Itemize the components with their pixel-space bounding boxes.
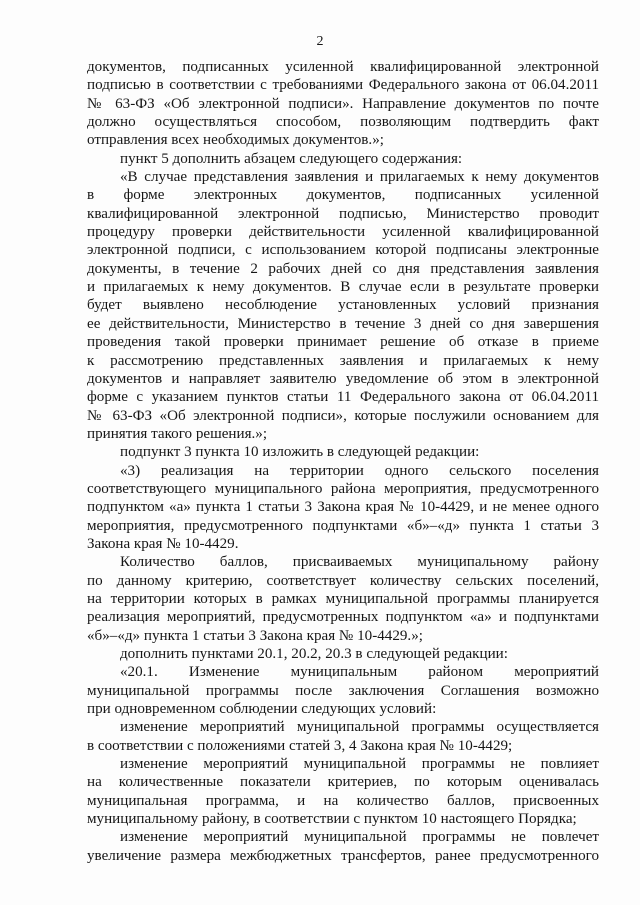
paragraph <box>87 168 599 443</box>
text-line: будет выявлено несоблюдение установленных условий признания <box>87 297 599 314</box>
text-line: принятия такого решения.»; <box>87 425 268 442</box>
text-line: Закона края № 10-4429. <box>87 535 239 552</box>
text-line: № 63-ФЗ «Об электронной подписи». Направление документов по почте <box>87 95 599 112</box>
text-line: пункт 5 дополнить абзацем следующего содержания: <box>120 150 463 167</box>
text-line: подпункт 3 пункта 10 изложить в следующей редакции: <box>120 444 480 461</box>
text-line: форме с указанием пунктов статьи 11 Федерального закона от 06.04.2011 <box>87 389 599 406</box>
paragraph <box>87 828 599 865</box>
text-line: при одновременном соблюдении следующих условий: <box>87 701 437 718</box>
text-line: изменение мероприятий муниципальной программы осуществляется <box>120 719 599 736</box>
text-line: и прилагаемых к нему документов. В случае если в результате проверки <box>87 279 599 296</box>
text-line: в соответствии с положениями статей 3, 4 Закона края № 10-4429; <box>87 737 513 754</box>
text-line: к рассмотрению представленных заявления и прилагаемых к нему <box>87 352 599 369</box>
text-line: квалифицированной электронной подписью, Министерство проводит <box>87 205 599 222</box>
paragraph <box>87 663 599 718</box>
text-line: Количество баллов, присваиваемых муниципальному району <box>120 554 599 571</box>
text-line: муниципальному району, в соответствии с пунктом 10 настоящего Порядка; <box>87 811 577 828</box>
text-line: «В случае представления заявления и прилагаемых к нему документов <box>120 169 599 186</box>
paragraph <box>87 755 599 828</box>
paragraph <box>87 58 599 150</box>
text-line: процедуру проверки действительности усиленной квалифицированной <box>87 224 599 241</box>
text-line: должно осуществляться способом, позволяющим подтвердить факт <box>87 114 599 131</box>
paragraph <box>87 718 599 755</box>
text-line: реализация мероприятий, предусмотренных подпунктом «а» и подпунктами <box>87 609 599 626</box>
text-line: подпунктом «а» пункта 1 статьи 3 Закона края № 10-4429, и не менее одного <box>87 499 599 516</box>
text-line: соответствующего муниципального района мероприятия, предусмотренного <box>87 480 599 497</box>
text-line: изменение мероприятий муниципальной программы не повлияет <box>120 756 599 773</box>
text-line: изменение мероприятий муниципальной программы не повлечет <box>120 829 599 846</box>
text-line: муниципальная программа, и на количество баллов, присвоенных <box>87 792 599 809</box>
text-line: отправления всех необходимых документов.»; <box>87 132 384 149</box>
text-line: документы, в течение 2 рабочих дней со дня представления заявления <box>87 260 599 277</box>
paragraph <box>87 150 599 168</box>
text-line: «3) реализация на территории одного сельского поселения <box>120 462 599 479</box>
paragraph <box>87 443 599 461</box>
page-number: 2 <box>316 34 324 49</box>
document-body <box>87 58 599 865</box>
text-line: проведения такой проверки принимает решение об отказе в приеме <box>87 334 599 351</box>
text-line: ее действительности, Министерство в течение 3 дней со дня завершения <box>87 315 599 332</box>
text-line: на территории которых в рамках муниципальной программы планируется <box>87 590 599 607</box>
text-line: в форме электронных документов, подписанных усиленной <box>87 187 599 204</box>
paragraph <box>87 462 599 554</box>
text-line: мероприятия, предусмотренного подпунктами «б»–«д» пункта 1 статьи 3 <box>87 517 599 534</box>
text-line: подписью в соответствии с требованиями Федерального закона от 06.04.2011 <box>87 77 599 94</box>
text-line: дополнить пунктами 20.1, 20.2, 20.3 в следующей редакции: <box>120 646 508 662</box>
text-line: электронной подписи, с использованием которой подписаны электронные <box>87 242 599 259</box>
paragraph <box>87 645 599 663</box>
text-line: на количественные показатели критериев, по которым оценивалась <box>87 774 599 791</box>
paragraph <box>87 553 599 645</box>
text-line: документов и направляет заявителю уведомление об этом в электронной <box>87 370 599 387</box>
text-line: № 63-ФЗ «Об электронной подписи», которые послужили основанием для <box>87 407 599 424</box>
text-line: «20.1. Изменение муниципальным районом мероприятий <box>120 664 599 681</box>
text-line: увеличение размера межбюджетных трансфертов, ранее предусмотренного <box>87 847 599 864</box>
text-line: муниципальной программы после заключения Соглашения возможно <box>87 682 599 699</box>
text-line: документов, подписанных усиленной квалифицированной электронной <box>87 59 599 75</box>
text-line: по данному критерию, соответствует количеству сельских поселений, <box>87 572 599 589</box>
text-line: «б»–«д» пункта 1 статьи 3 Закона края № 10-4429.»; <box>87 627 423 644</box>
